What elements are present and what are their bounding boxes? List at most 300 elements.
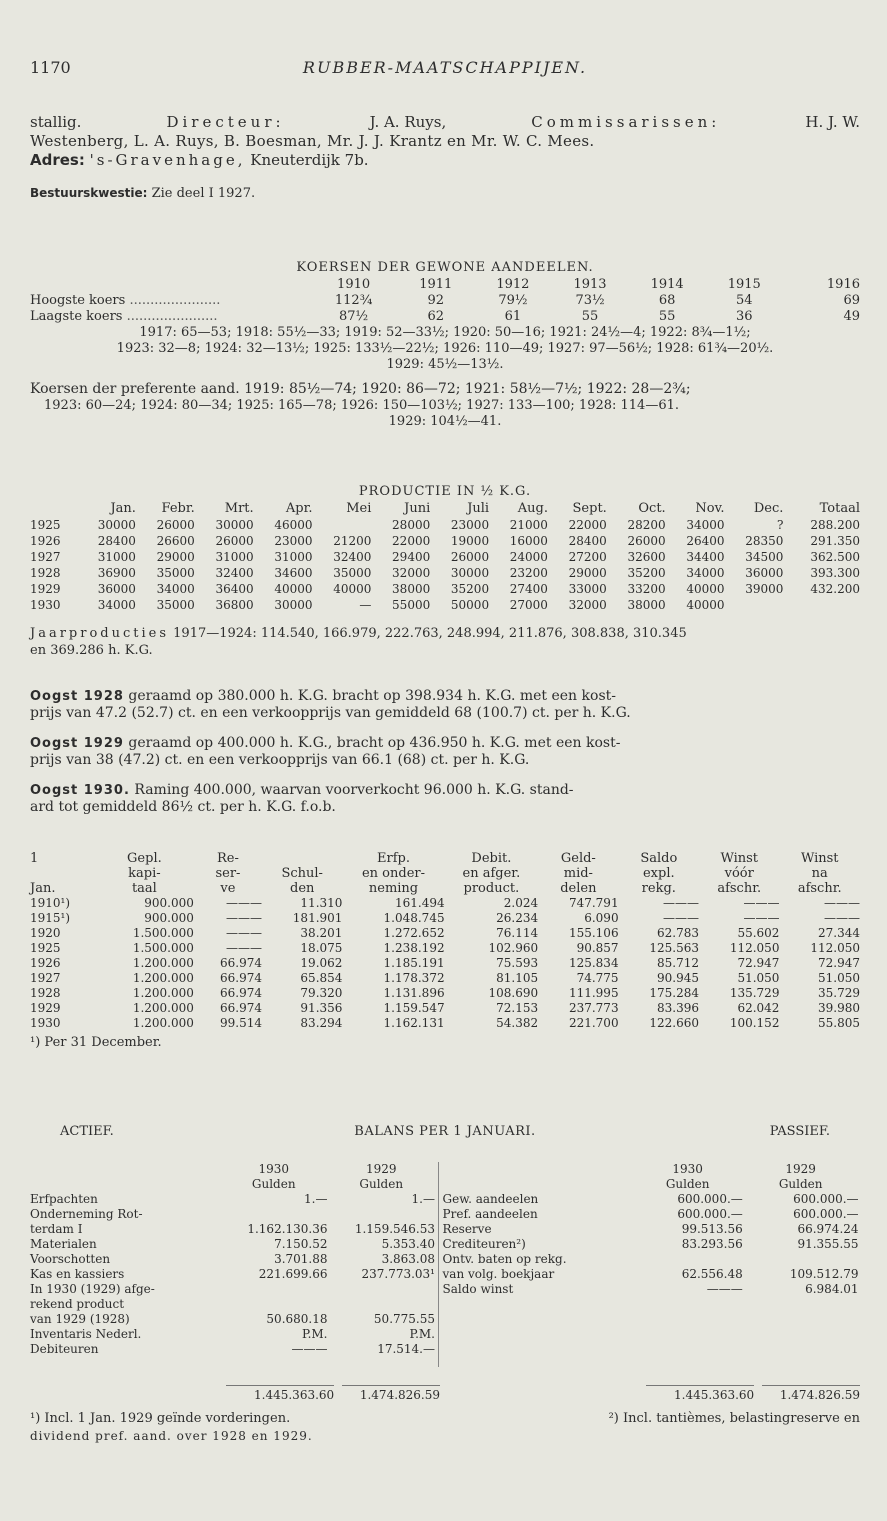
financial-cell: 135.729 xyxy=(729,986,780,1000)
financial-header: afschr. xyxy=(797,881,842,896)
financial-cell: 1.238.192 xyxy=(383,941,445,955)
bestuurskwestie-label: Bestuurskwestie: xyxy=(30,186,148,200)
balans-cell xyxy=(743,1252,859,1267)
productie-cell: 40000 xyxy=(686,582,725,596)
balans-label: Pref. aandeelen xyxy=(442,1207,538,1221)
cell: 68 xyxy=(658,293,676,308)
financial-cell: 900.000 xyxy=(144,911,194,925)
financial-header xyxy=(262,851,342,866)
financial-header: mid- xyxy=(563,866,593,881)
financial-cell: 102.960 xyxy=(488,941,539,955)
adres-city: 's-Gravenhage, xyxy=(89,151,246,169)
balans-cell xyxy=(633,1252,743,1267)
balans-year: 1929 xyxy=(365,1162,397,1176)
financial-cell: 1.200.000 xyxy=(132,971,194,985)
commissarissen-label: Commissarissen: xyxy=(531,113,721,131)
productie-cell: 288.200 xyxy=(810,518,860,532)
koersen-row: Hoogste koers ...................... 112¾ 92 79½ 73½ 68 54 69 xyxy=(30,293,860,308)
bestuurskwestie-line xyxy=(30,184,860,203)
cell: 55 xyxy=(581,309,599,324)
financial-header xyxy=(30,866,95,881)
balans-cell: ——— xyxy=(291,1342,328,1356)
productie-cell: 22000 xyxy=(568,518,607,532)
balans-body xyxy=(30,1142,860,1367)
financial-header: product. xyxy=(463,881,520,896)
financial-row xyxy=(30,926,860,941)
financial-cell: 747.791 xyxy=(568,896,619,910)
oogst-label: Oogst 1929 xyxy=(30,736,124,751)
productie-cell: 34000 xyxy=(156,582,195,596)
financial-cell: 125.563 xyxy=(649,941,700,955)
financial-cell: ——— xyxy=(824,896,860,910)
productie-cell: 34000 xyxy=(686,518,725,532)
productie-cell: 34400 xyxy=(686,550,725,564)
financial-cell: 62.042 xyxy=(737,1001,780,1015)
productie-cell xyxy=(783,597,860,613)
balans-cell: 3.863.08 xyxy=(381,1252,435,1266)
productie-cell: 29000 xyxy=(156,550,195,564)
productie-cell: 33000 xyxy=(568,582,607,596)
financial-cell: 2.024 xyxy=(503,896,539,910)
balans-row xyxy=(443,1267,859,1282)
productie-cell: 28400 xyxy=(97,534,136,548)
financial-cell: 62.783 xyxy=(657,926,700,940)
balans-cell: 1.— xyxy=(411,1192,435,1206)
productie-cell: 35200 xyxy=(450,582,490,596)
financial-cell: ——— xyxy=(225,896,262,910)
financial-cell: 125.834 xyxy=(568,956,619,970)
productie-cell: 35000 xyxy=(156,566,195,580)
financial-cell: 112.050 xyxy=(729,941,780,955)
financial-cell: 1.200.000 xyxy=(132,1001,194,1015)
financial-row xyxy=(30,1001,860,1016)
balans-unit: Gulden xyxy=(778,1177,823,1191)
productie-cell: 31000 xyxy=(274,550,313,564)
oogst-text: ard tot gemiddeld 86½ ct. per h. K.G. f.o.b. xyxy=(30,799,336,815)
balans-title-row xyxy=(30,1122,860,1142)
productie-header: Dec. xyxy=(753,501,784,516)
balans-cell: 3.701.88 xyxy=(274,1252,328,1266)
productie-cell: 38000 xyxy=(627,598,666,612)
financial-cell: 66.974 xyxy=(219,986,262,1000)
oogst-text: prijs van 38 (47.2) ct. en een verkoopprijs van 66.1 (68) ct. per h. K.G. xyxy=(30,752,530,768)
financial-row xyxy=(30,971,860,986)
productie-header: Totaal xyxy=(819,501,860,516)
financial-header: ser- xyxy=(215,866,241,881)
adres-line xyxy=(30,151,860,170)
balans-row xyxy=(30,1312,435,1327)
financial-header: Schul- xyxy=(281,866,323,881)
balans-cell: 99.513.56 xyxy=(681,1222,743,1236)
balans-cell: 600.000.— xyxy=(677,1192,743,1206)
financial-cell: 72.947 xyxy=(737,956,780,970)
total-cell: 1.474.826.59 xyxy=(342,1385,440,1405)
productie-cell: 30000 xyxy=(450,566,490,580)
productie-title: PRODUCTIE IN ½ K.G. xyxy=(358,484,532,499)
pref-line: Koersen der preferente aand. 1919: 85½—74; 1920: 86—72; 1921: 58½—7½; 1922: 28—2¾; xyxy=(30,381,691,397)
financial-cell: 1.159.547 xyxy=(383,1001,445,1015)
productie-cell: 362.500 xyxy=(810,550,860,564)
productie-year: 1930 xyxy=(30,598,61,612)
balans-passief-side xyxy=(439,1162,860,1367)
balans-cell: 50.775.55 xyxy=(373,1312,435,1326)
productie-header: Apr. xyxy=(285,501,313,516)
productie-header: Nov. xyxy=(695,501,725,516)
financial-year: 1930 xyxy=(30,1016,61,1030)
productie-cell: 38000 xyxy=(392,582,431,596)
balans-cell: 83.293.56 xyxy=(681,1237,743,1251)
balans-row xyxy=(30,1267,435,1282)
balans-label: In 1930 (1929) afge- xyxy=(30,1282,155,1296)
financial-header: Erfp. xyxy=(377,851,410,866)
balans-year-row xyxy=(30,1162,435,1177)
balans-cell: 5.353.40 xyxy=(381,1237,435,1251)
financial-header: Gepl. xyxy=(127,851,162,866)
productie-cell: 26000 xyxy=(156,518,195,532)
balans-label: Crediteuren²) xyxy=(442,1237,526,1251)
financial-cell: 1.162.131 xyxy=(383,1016,445,1030)
productie-row xyxy=(30,565,860,581)
financial-cell: 66.974 xyxy=(219,1001,262,1015)
financial-header: Re- xyxy=(217,851,239,866)
balans-row xyxy=(30,1327,435,1342)
balans-cell: 600.000.— xyxy=(677,1207,743,1221)
productie-year: 1927 xyxy=(30,550,61,564)
productie-cell: 31000 xyxy=(215,550,254,564)
financial-cell: 54.382 xyxy=(496,1016,539,1030)
financial-year: 1910¹) xyxy=(30,896,71,910)
balans-row xyxy=(30,1282,435,1297)
balans-actief-side xyxy=(30,1162,439,1367)
productie-cell: 432.200 xyxy=(810,582,860,596)
koersen-year: 1914 xyxy=(650,277,684,292)
financial-cell: 90.945 xyxy=(657,971,700,985)
financial-header: en onder- xyxy=(361,866,426,881)
cell: 62 xyxy=(427,309,445,324)
total-cell: 1.445.363.60 xyxy=(226,1385,334,1405)
balans-label: Inventaris Nederl. xyxy=(30,1327,142,1341)
page-number: 1170 xyxy=(30,58,71,77)
productie-cell: 27400 xyxy=(509,582,548,596)
financial-header-row xyxy=(30,881,860,896)
balans-unit-row xyxy=(30,1177,435,1192)
financial-header: expl. xyxy=(642,866,675,881)
productie-cell: 21000 xyxy=(509,518,548,532)
balans-label: Ontv. baten op rekg. xyxy=(442,1252,567,1266)
oogst-1928 xyxy=(30,688,860,722)
productie-header: Sept. xyxy=(572,501,607,516)
oogst-section xyxy=(30,688,860,816)
financial-cell: 175.284 xyxy=(649,986,700,1000)
productie-cell: 32000 xyxy=(568,598,607,612)
productie-cell: 36000 xyxy=(97,582,136,596)
total-cell: 1.445.363.60 xyxy=(646,1385,754,1405)
balans-cell: 91.355.55 xyxy=(797,1237,859,1251)
financial-year: 1926 xyxy=(30,956,61,970)
financial-cell: 1.200.000 xyxy=(132,956,194,970)
productie-cell: 32400 xyxy=(215,566,254,580)
productie-cell: 36900 xyxy=(97,566,136,580)
financial-footnote: ¹) Per 31 December. xyxy=(30,1035,162,1050)
balans-label: van volg. boekjaar xyxy=(442,1267,555,1281)
balans-passief-table xyxy=(443,1162,859,1297)
financial-cell: 27.344 xyxy=(818,926,860,940)
financial-header-row xyxy=(30,866,860,881)
balans-footnote-3: dividend pref. aand. over 1928 en 1929. xyxy=(30,1429,313,1443)
financial-header: taal xyxy=(131,881,157,896)
financial-header: Winst xyxy=(720,851,759,866)
koersen-year: 1916 xyxy=(826,277,860,292)
productie-cell: 50000 xyxy=(450,598,490,612)
financial-row xyxy=(30,986,860,1001)
financial-cell: 85.712 xyxy=(657,956,700,970)
balans-cell: 17.514.— xyxy=(377,1342,435,1356)
balans-row xyxy=(30,1297,435,1312)
financial-cell: 11.310 xyxy=(300,896,343,910)
financial-cell: ——— xyxy=(663,896,700,910)
commissaris-initials: H. J. W. xyxy=(805,113,860,131)
productie-cell: 21200 xyxy=(333,534,372,548)
cell: 55 xyxy=(658,309,676,324)
balans-footnote-2: ²) Incl. tantièmes, belastingreserve en xyxy=(608,1411,860,1426)
financial-cell: 51.050 xyxy=(737,971,780,985)
productie-header: Juni xyxy=(404,501,431,516)
balans-cell: 62.556.48 xyxy=(681,1267,743,1281)
page-header xyxy=(30,58,860,80)
balans-year: 1930 xyxy=(672,1162,703,1176)
productie-cell: 30000 xyxy=(97,518,136,532)
cell: 92 xyxy=(427,293,445,308)
total-cell: 1.474.826.59 xyxy=(762,1385,860,1405)
balans-row xyxy=(443,1207,859,1222)
balans-label: Kas en kassiers xyxy=(30,1267,125,1281)
koersen-year: 1911 xyxy=(419,277,453,292)
productie-row xyxy=(30,597,860,613)
passief-label: PASSIEF. xyxy=(769,1124,830,1139)
cell: 79½ xyxy=(498,293,528,308)
balans-cell xyxy=(220,1282,328,1297)
balans-cell: 66.974.24 xyxy=(797,1222,859,1236)
balans-cell: P.M. xyxy=(301,1327,328,1341)
balans-footnotes xyxy=(30,1411,860,1427)
balans-cell: ——— xyxy=(706,1282,743,1296)
financial-cell: ——— xyxy=(663,911,700,925)
productie-cell xyxy=(725,597,784,613)
financial-cell: 6.090 xyxy=(584,911,619,925)
row-label: Hoogste koers xyxy=(30,293,126,308)
oogst-1930 xyxy=(30,782,860,816)
pref-line: 1923: 60—24; 1924: 80—34; 1925: 165—78; 1926: 150—103½; 1927: 133—100; 1928: 114—61. xyxy=(44,398,680,413)
jaarproducties-line-2: en 369.286 h. K.G. xyxy=(30,643,153,658)
productie-row xyxy=(30,533,860,549)
financial-cell: 35.729 xyxy=(818,986,860,1000)
productie-cell: 26000 xyxy=(450,550,490,564)
productie-cell: ? xyxy=(776,518,784,532)
balans-year-row xyxy=(443,1162,859,1177)
balans-title: BALANS PER 1 JANUARI. xyxy=(354,1124,536,1139)
productie-cell: 291.350 xyxy=(810,534,860,548)
productie-cell: 32000 xyxy=(392,566,431,580)
financial-header: Geld- xyxy=(560,851,596,866)
productie-cell: 40000 xyxy=(274,582,313,596)
koersen-title: KOERSEN DER GEWONE AANDEELEN. xyxy=(296,260,594,275)
cell: 61 xyxy=(504,309,522,324)
balans-cell xyxy=(328,1297,436,1312)
financial-year: 1928 xyxy=(30,986,61,1000)
productie-cell: 33200 xyxy=(627,582,666,596)
oogst-text: Raming 400.000, waarvan voorverkocht 96.000 h. K.G. stand- xyxy=(134,782,574,798)
balans-cell: 221.699.66 xyxy=(258,1267,328,1281)
financial-cell: 74.775 xyxy=(576,971,619,985)
financial-cell: 108.690 xyxy=(488,986,539,1000)
financial-cell: 66.974 xyxy=(219,956,262,970)
balans-cell: 600.000.— xyxy=(793,1207,859,1221)
financial-row xyxy=(30,956,860,971)
financial-cell: 1.178.372 xyxy=(383,971,445,985)
financial-cell: 38.201 xyxy=(300,926,343,940)
koersen-row: Laagste koers ...................... 87½ 62 61 55 55 36 49 xyxy=(30,309,860,324)
productie-cell: 35000 xyxy=(156,598,195,612)
productie-cell: 40000 xyxy=(333,582,372,596)
balans-cell: P.M. xyxy=(409,1327,435,1341)
financial-cell: 79.320 xyxy=(300,986,343,1000)
productie-header: Mrt. xyxy=(224,501,254,516)
balans-row xyxy=(30,1192,435,1207)
productie-cell: 28350 xyxy=(745,534,784,548)
balans-cell: 50.680.18 xyxy=(266,1312,328,1326)
financial-cell: 1.200.000 xyxy=(132,986,194,1000)
balans-unit: Gulden xyxy=(251,1177,296,1191)
financial-header: Winst xyxy=(800,851,839,866)
balans-cell: 1.162.130.36 xyxy=(247,1222,328,1236)
financial-cell: 161.494 xyxy=(394,896,445,910)
productie-cell: 35200 xyxy=(627,566,666,580)
productie-cell: 31000 xyxy=(97,550,136,564)
balans-row xyxy=(443,1252,859,1267)
balans-unit: Gulden xyxy=(359,1177,404,1191)
balans-unit: Gulden xyxy=(665,1177,710,1191)
balans-label: van 1929 (1928) xyxy=(30,1312,130,1326)
koersen-line: 1929: 45½—13½. xyxy=(386,357,504,372)
financial-cell: 39.980 xyxy=(818,1001,860,1015)
financial-cell: 19.062 xyxy=(300,956,343,970)
financial-header: 1 xyxy=(30,851,39,866)
productie-cell: 34000 xyxy=(97,598,136,612)
financial-cell: 18.075 xyxy=(300,941,343,955)
cell: 54 xyxy=(735,293,753,308)
financial-row xyxy=(30,1016,860,1031)
financial-cell: 51.050 xyxy=(818,971,860,985)
cell: 49 xyxy=(843,309,860,324)
financial-cell: 112.050 xyxy=(810,941,860,955)
productie-cell: 29000 xyxy=(568,566,607,580)
balans-cell: 237.773.03¹ xyxy=(361,1267,435,1281)
balans-unit-row xyxy=(443,1177,859,1192)
oogst-1929 xyxy=(30,735,860,769)
productie-cell: 30000 xyxy=(274,598,313,612)
balans-cell: 7.150.52 xyxy=(274,1237,328,1251)
productie-cell: 23000 xyxy=(450,518,490,532)
financial-cell: 72.153 xyxy=(496,1001,539,1015)
productie-cell: 24000 xyxy=(509,550,548,564)
balans-label: terdam I xyxy=(30,1222,83,1236)
financial-cell: 83.396 xyxy=(657,1001,700,1015)
financial-cell: ——— xyxy=(225,911,262,925)
actief-label: ACTIEF. xyxy=(60,1124,114,1139)
productie-cell: 27000 xyxy=(509,598,548,612)
financial-cell: 1.048.745 xyxy=(383,911,445,925)
financial-header-row xyxy=(30,851,860,866)
productie-cell: 32400 xyxy=(333,550,372,564)
productie-year: 1926 xyxy=(30,534,61,548)
balans-row xyxy=(30,1252,435,1267)
productie-header: Juli xyxy=(467,501,490,516)
financial-cell: 111.995 xyxy=(568,986,619,1000)
productie-cell: 26000 xyxy=(627,534,666,548)
balans-cell: 1.159.546.53 xyxy=(354,1222,435,1236)
productie-cell: 36800 xyxy=(215,598,254,612)
financial-row xyxy=(30,911,860,926)
productie-cell: 28200 xyxy=(627,518,666,532)
financial-cell: 26.234 xyxy=(496,911,539,925)
financial-cell: 99.514 xyxy=(219,1016,262,1030)
financial-header: Debit. xyxy=(471,851,512,866)
financial-cell: 1.200.000 xyxy=(132,1016,194,1030)
productie-cell: 32600 xyxy=(627,550,666,564)
productie-cell: 26000 xyxy=(215,534,254,548)
pref-line: 1929: 104½—41. xyxy=(388,414,502,429)
balans-cell xyxy=(328,1282,436,1297)
financial-cell: 55.805 xyxy=(818,1016,860,1030)
balans-row xyxy=(443,1237,859,1252)
koersen-year: 1915 xyxy=(727,277,761,292)
financial-header: na xyxy=(811,866,828,881)
intro-block xyxy=(30,113,860,203)
financial-cell: 90.857 xyxy=(576,941,619,955)
balans-footnote-1: ¹) Incl. 1 Jan. 1929 geïnde vorderingen. xyxy=(30,1411,291,1426)
balans-label: Materialen xyxy=(30,1237,97,1251)
financial-cell: 83.294 xyxy=(300,1016,343,1030)
balans-cell xyxy=(328,1207,436,1222)
balans-year: 1929 xyxy=(785,1162,816,1176)
adres-street: Kneuterdijk 7b. xyxy=(250,151,369,169)
productie-cell: 16000 xyxy=(509,534,548,548)
adres-label: Adres: xyxy=(30,151,85,169)
productie-cell: 28400 xyxy=(568,534,607,548)
oogst-text: geraamd op 400.000 h. K.G., bracht op 436.950 h. K.G. met een kost- xyxy=(128,735,621,751)
productie-table xyxy=(30,501,860,613)
financial-cell: 122.660 xyxy=(649,1016,700,1030)
oogst-label: Oogst 1930. xyxy=(30,783,130,798)
financial-cell: 900.000 xyxy=(144,896,194,910)
productie-cell: 34500 xyxy=(745,550,784,564)
oogst-text: geraamd op 380.000 h. K.G. bracht op 398.934 h. K.G. met een kost- xyxy=(128,688,616,704)
cell: 69 xyxy=(843,293,860,308)
financial-year: 1920 xyxy=(30,926,61,940)
koersen-year: 1910 xyxy=(337,277,371,292)
balans-row xyxy=(30,1237,435,1252)
productie-section xyxy=(30,482,860,659)
balans-cell: 600.000.— xyxy=(793,1192,859,1206)
balans-cell: 109.512.79 xyxy=(789,1267,859,1281)
balans-cell: 1.— xyxy=(304,1192,328,1206)
financial-cell: 72.947 xyxy=(818,956,860,970)
jaarproducties-label: Jaarproducties xyxy=(30,626,170,641)
financial-cell: 221.700 xyxy=(568,1016,619,1030)
balans-cell: 6.984.01 xyxy=(805,1282,859,1296)
financial-header: afschr. xyxy=(717,881,762,896)
jaarproducties-text: 1917—1924: 114.540, 166.979, 222.763, 248.994, 211.876, 308.838, 310.345 xyxy=(173,626,687,641)
